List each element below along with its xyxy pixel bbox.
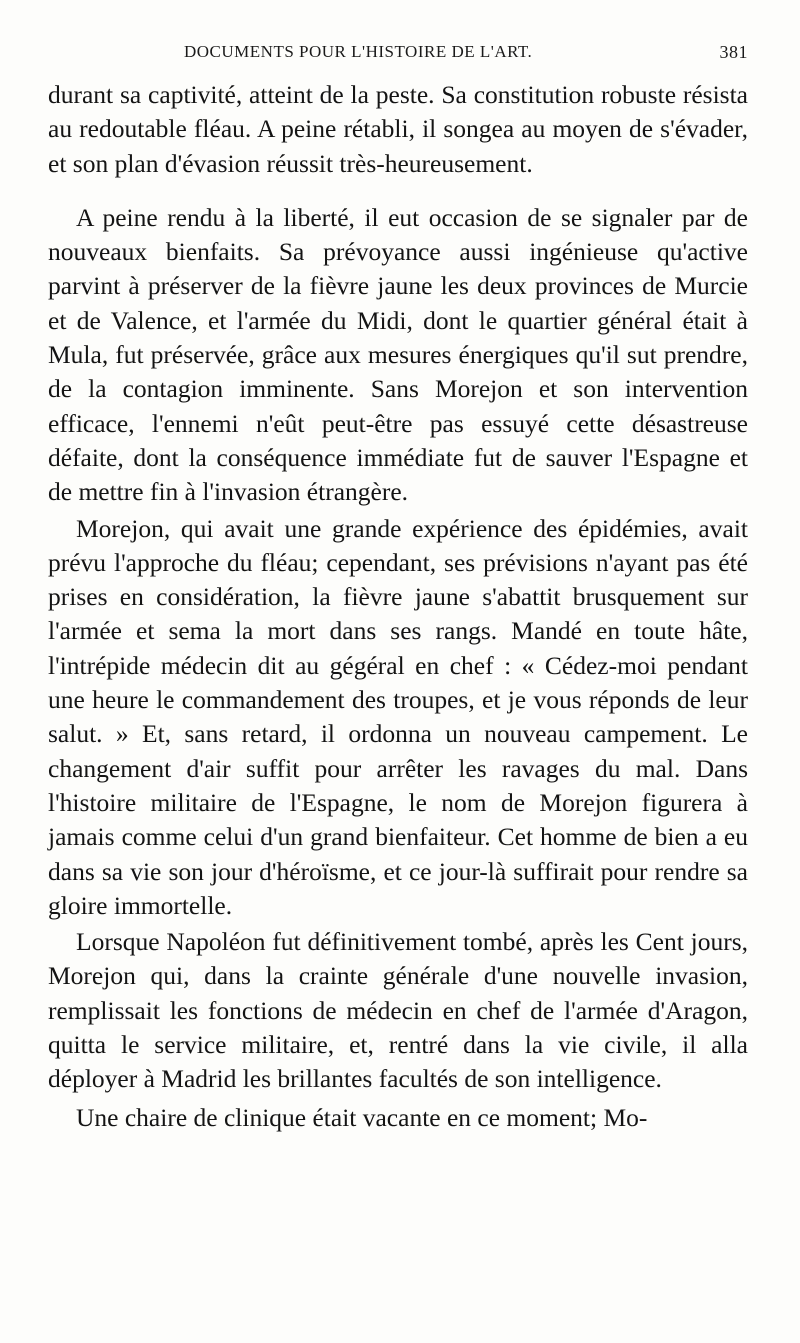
paragraph-4: Lorsque Napoléon fut définitivement tombé, après les Cent jours, Morejon qui, dans la crainte générale d'une nouvelle invasion, remplissait les fonctions de médecin en chef de l'armée d'Aragon, quitta le service militaire, et, rentré dans la vie civile, il alla déployer à Madrid les brillantes facultés de son intelligence.	[48, 927, 748, 1094]
page-number: 381	[719, 42, 748, 62]
running-title: DOCUMENTS POUR L'HISTOIRE DE L'ART.	[184, 42, 533, 61]
paragraph-gap	[48, 181, 748, 201]
paragraph-1: durant sa captivité, atteint de la peste. Sa constitution robuste résista au redoutable fléau. A peine rétabli, il songea au moyen de s'évader, et son plan d'évasion réussit très-heureusement.	[48, 80, 748, 178]
paragraph-5: Une chaire de clinique était vacante en ce moment; Mo-	[76, 1102, 648, 1132]
paragraph-2: A peine rendu à la liberté, il eut occasion de se signaler par de nouveaux bienfaits. Sa prévoyance aussi ingénieuse qu'active parvint à préserver de la fièvre jaune les deux provinces de Murcie et de Valence, et l'armée du Midi, dont le quartier général était à Mula, fut préservée, grâce aux mesures énergiques qu'il sut prendre, de la contagion imminente. Sans Morejon et son intervention efficace, l'ennemi n'eût peut-être pas essuyé cette désastreuse défaite, dont la conséquence immédiate fut de sauver l'Espagne et de mettre fin à l'invasion étrangère.	[48, 202, 748, 507]
running-header	[48, 42, 748, 66]
body-text	[48, 78, 748, 1135]
paragraph-3: Morejon, qui avait une grande expérience des épidémies, avait prévu l'approche du fléau; cependant, ses prévisions n'ayant pas été prises en considération, la fièvre jaune s'abattit brusquement sur l'armée et sema la mort dans ses rangs. Mandé en toute hâte, l'intrépide médecin dit au gégéral en chef : « Cédez-moi pendant une heure le commandement des troupes, et je vous réponds de leur salut. » Et, sans retard, il ordonna un nouveau campement. Le changement d'air suffit pour arrêter les ravages du mal. Dans l'histoire militaire de l'Espagne, le nom de Morejon figurera à jamais comme celui d'un grand bienfaiteur. Cet homme de bien a eu dans sa vie son jour d'héroïsme, et ce jour-là suffirait pour rendre sa gloire immortelle.	[48, 513, 748, 920]
